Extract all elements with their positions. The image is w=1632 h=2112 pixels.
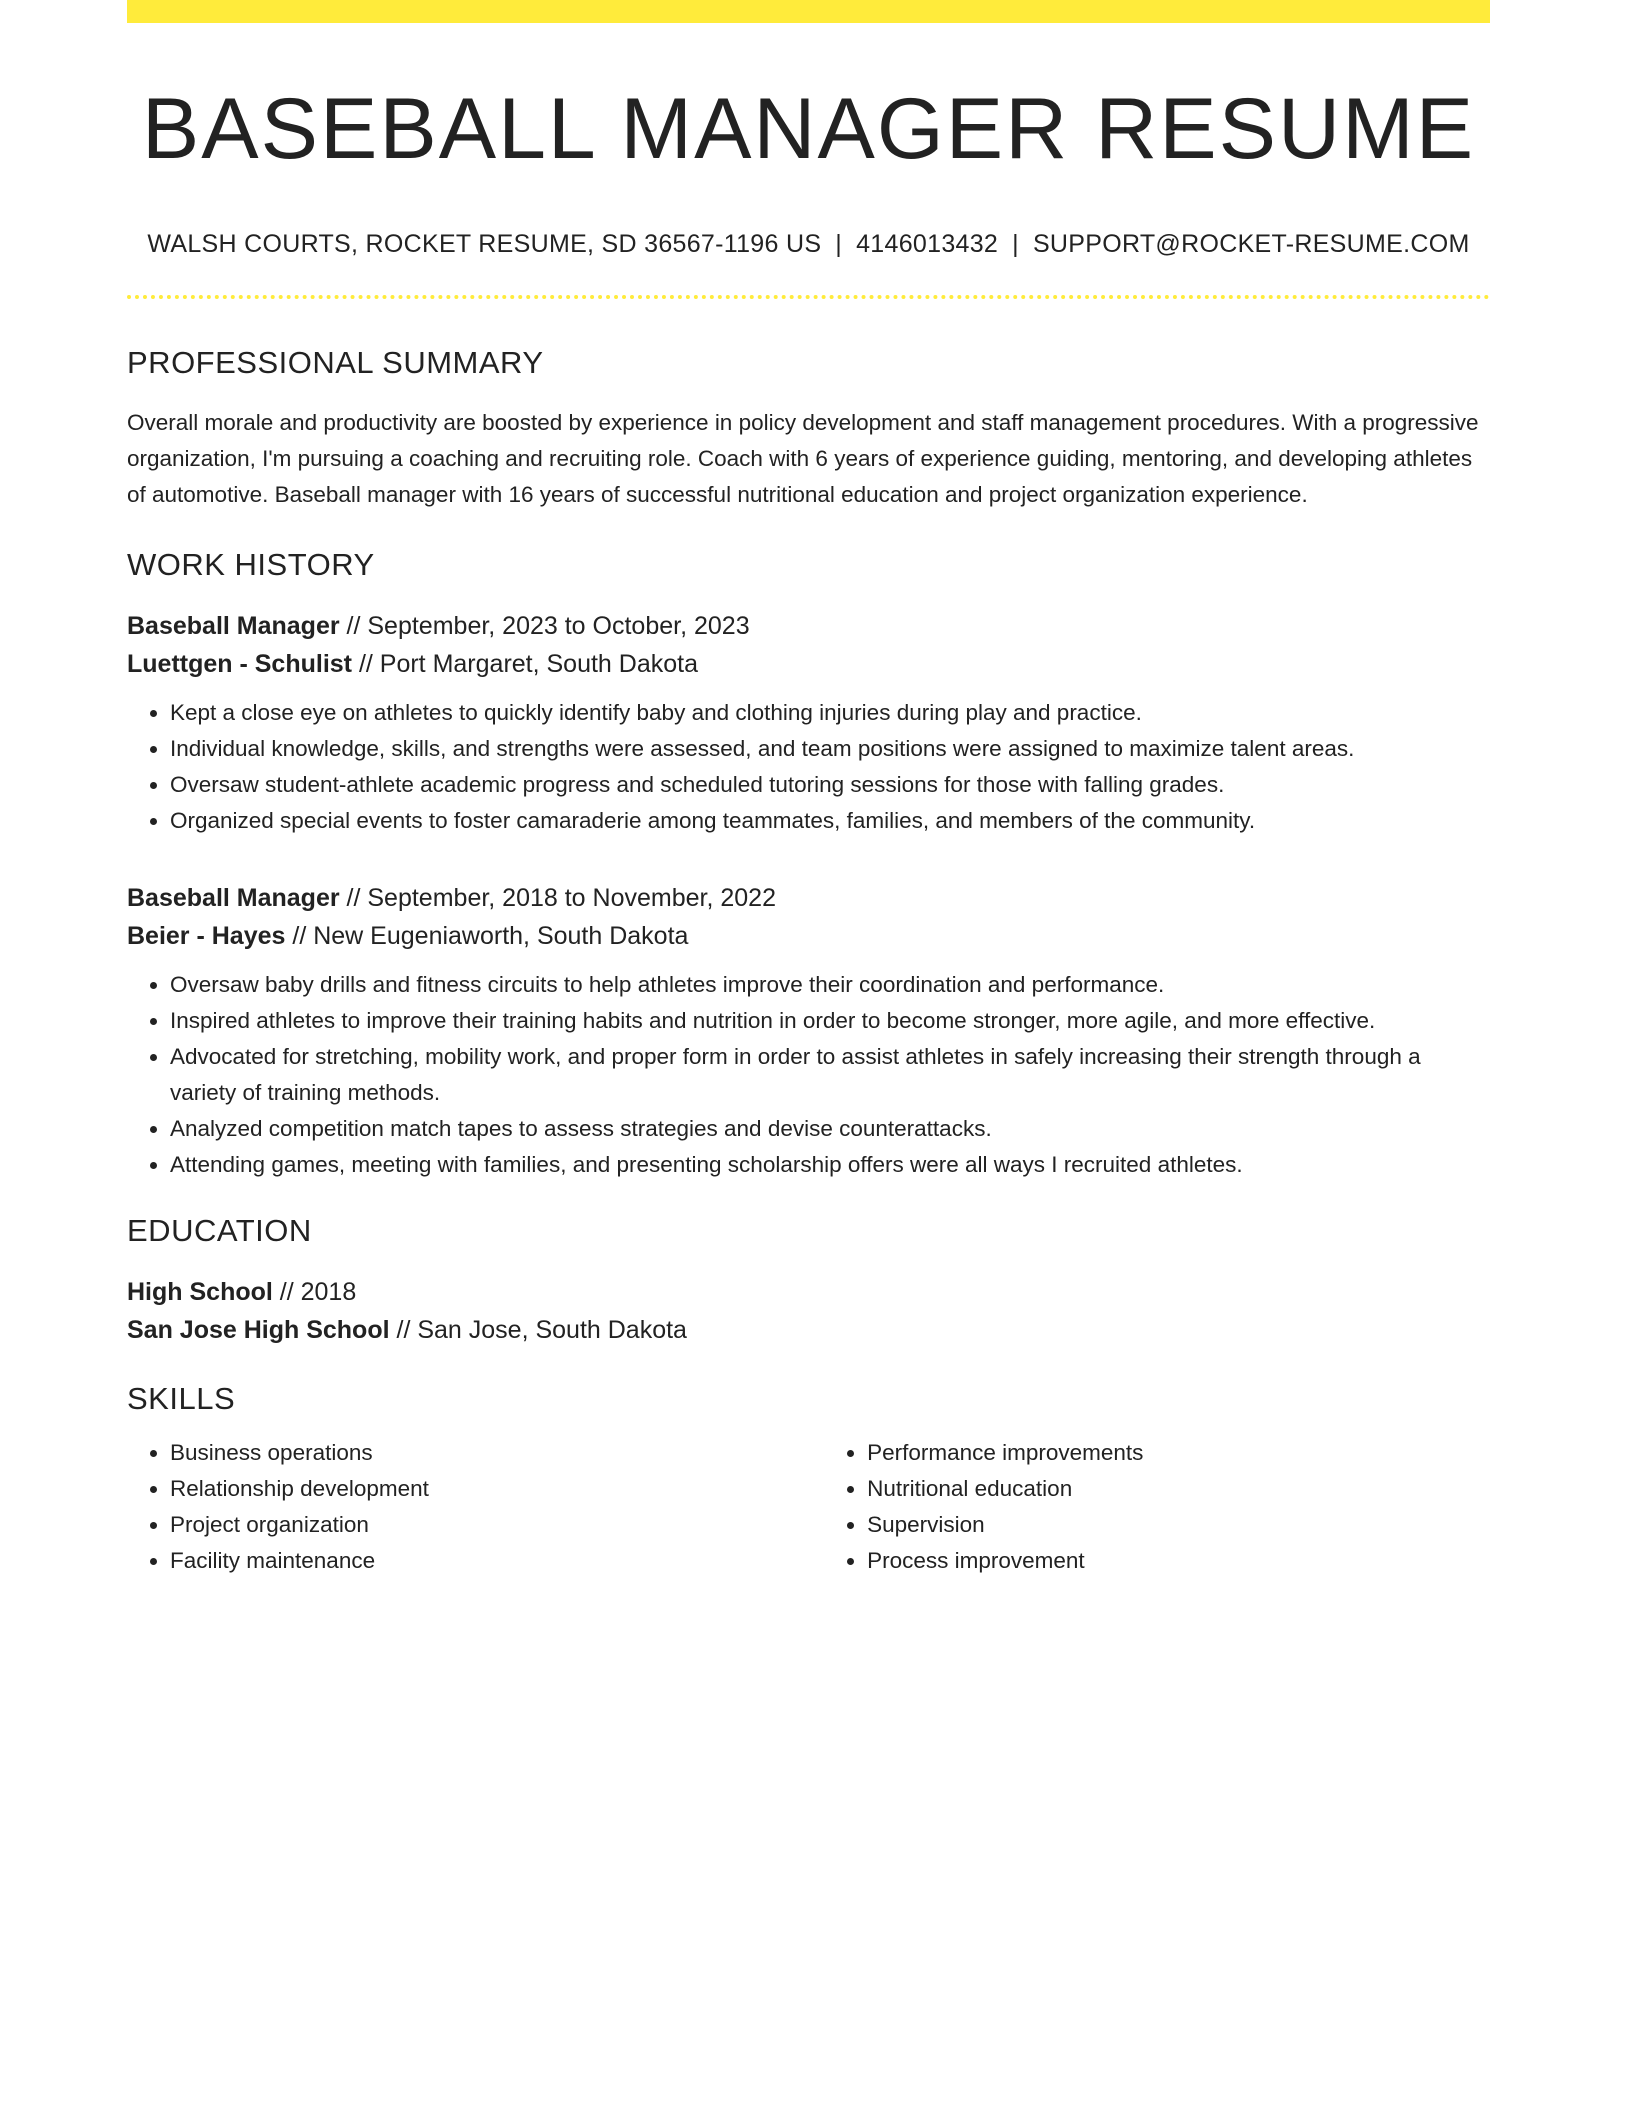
skills-heading: SKILLS: [127, 1380, 236, 1416]
list-item: • Attending games, meeting with families, and presenting scholarship offers were all ways I recruited athletes.: [170, 1147, 1490, 1183]
job-role-line: [127, 879, 1490, 917]
list-item: • Kept a close eye on athletes to quickly identify baby and clothing injuries during play and practice.: [170, 695, 1490, 731]
job-bullets: [127, 695, 1490, 839]
job-company-line: [127, 645, 1490, 683]
skills-columns: [127, 1435, 1490, 1579]
skills-list-left: [127, 1435, 824, 1579]
list-item: • Organized special events to foster camaraderie among teammates, families, and members of the community.: [170, 803, 1490, 839]
education-heading: EDUCATION: [127, 1212, 312, 1248]
job-company-line: [127, 917, 1490, 955]
resume-title: BASEBALL MANAGER RESUME: [141, 81, 1476, 177]
contact-email: SUPPORT@ROCKET-RESUME.COM: [1032, 229, 1470, 258]
list-item: • Inspired athletes to improve their training habits and nutrition in order to become stronger, more agile, and more effective.: [170, 1003, 1490, 1039]
job-entry: [127, 879, 1490, 1183]
skills-list-right: [824, 1435, 1490, 1579]
job-company: Luettgen - Schulist: [127, 649, 352, 678]
skill-item: • Relationship development: [170, 1471, 824, 1507]
list-item: • Oversaw baby drills and fitness circuits to help athletes improve their coordination and performance.: [170, 967, 1490, 1003]
education-degree: High School: [127, 1277, 273, 1306]
top-accent-bar: [127, 0, 1490, 23]
list-item: • Analyzed competition match tapes to assess strategies and devise counterattacks.: [170, 1111, 1490, 1147]
skill-item: • Nutritional education: [867, 1471, 1490, 1507]
skill-item: • Performance improvements: [867, 1435, 1490, 1471]
contact-separator: |: [1012, 229, 1019, 258]
job-role: Baseball Manager: [127, 611, 340, 640]
list-item: • Advocated for stretching, mobility work, and proper form in order to assist athletes in safely increasing their strength through a variety of training methods.: [170, 1039, 1490, 1111]
resume-page: [127, 0, 1490, 1579]
job-dates: // September, 2023 to October, 2023: [339, 611, 750, 640]
contact-address: WALSH COURTS, ROCKET RESUME, SD 36567-1196 US: [147, 229, 822, 258]
contact-separator: |: [835, 229, 843, 258]
skill-item: • Supervision: [867, 1507, 1490, 1543]
education-school: San Jose High School: [127, 1315, 390, 1344]
summary-text: Overall morale and productivity are boosted by experience in policy development and staff management procedures. With a progressive organization, I'm pursuing a coaching and recruiting role. Coach with 6 years of experience guiding, mentoring, and developing athletes of automotive. Baseball manager with 16 years of successful nutritional education and project organization experience.: [127, 409, 1479, 507]
skill-item: • Facility maintenance: [170, 1543, 824, 1579]
education-degree-line: [127, 1273, 1490, 1311]
job-bullets: [127, 967, 1490, 1183]
education-entry: [127, 1273, 1490, 1349]
dotted-divider: [127, 295, 1490, 299]
skill-item: • Process improvement: [867, 1543, 1490, 1579]
job-role: Baseball Manager: [127, 883, 340, 912]
list-item: • Oversaw student-athlete academic progress and scheduled tutoring sessions for those with falling grades.: [170, 767, 1490, 803]
job-entry: [127, 607, 1490, 839]
job-company: Beier - Hayes: [127, 921, 286, 950]
job-location: // Port Margaret, South Dakota: [352, 649, 698, 678]
skill-item: • Business operations: [170, 1435, 824, 1471]
education-location: // San Jose, South Dakota: [389, 1315, 687, 1344]
job-dates: // September, 2018 to November, 2022: [339, 883, 776, 912]
list-item: • Individual knowledge, skills, and strengths were assessed, and team positions were assigned to maximize talent areas.: [170, 731, 1490, 767]
work-history-heading: WORK HISTORY: [127, 546, 375, 582]
education-year: // 2018: [272, 1277, 357, 1306]
job-role-line: [127, 607, 1490, 645]
summary-heading: PROFESSIONAL SUMMARY: [127, 344, 544, 380]
education-school-line: [127, 1311, 1490, 1349]
skill-item: • Project organization: [170, 1507, 824, 1543]
contact-line: [127, 230, 1490, 259]
contact-phone: 4146013432: [856, 229, 999, 258]
job-location: // New Eugeniaworth, South Dakota: [285, 921, 689, 950]
